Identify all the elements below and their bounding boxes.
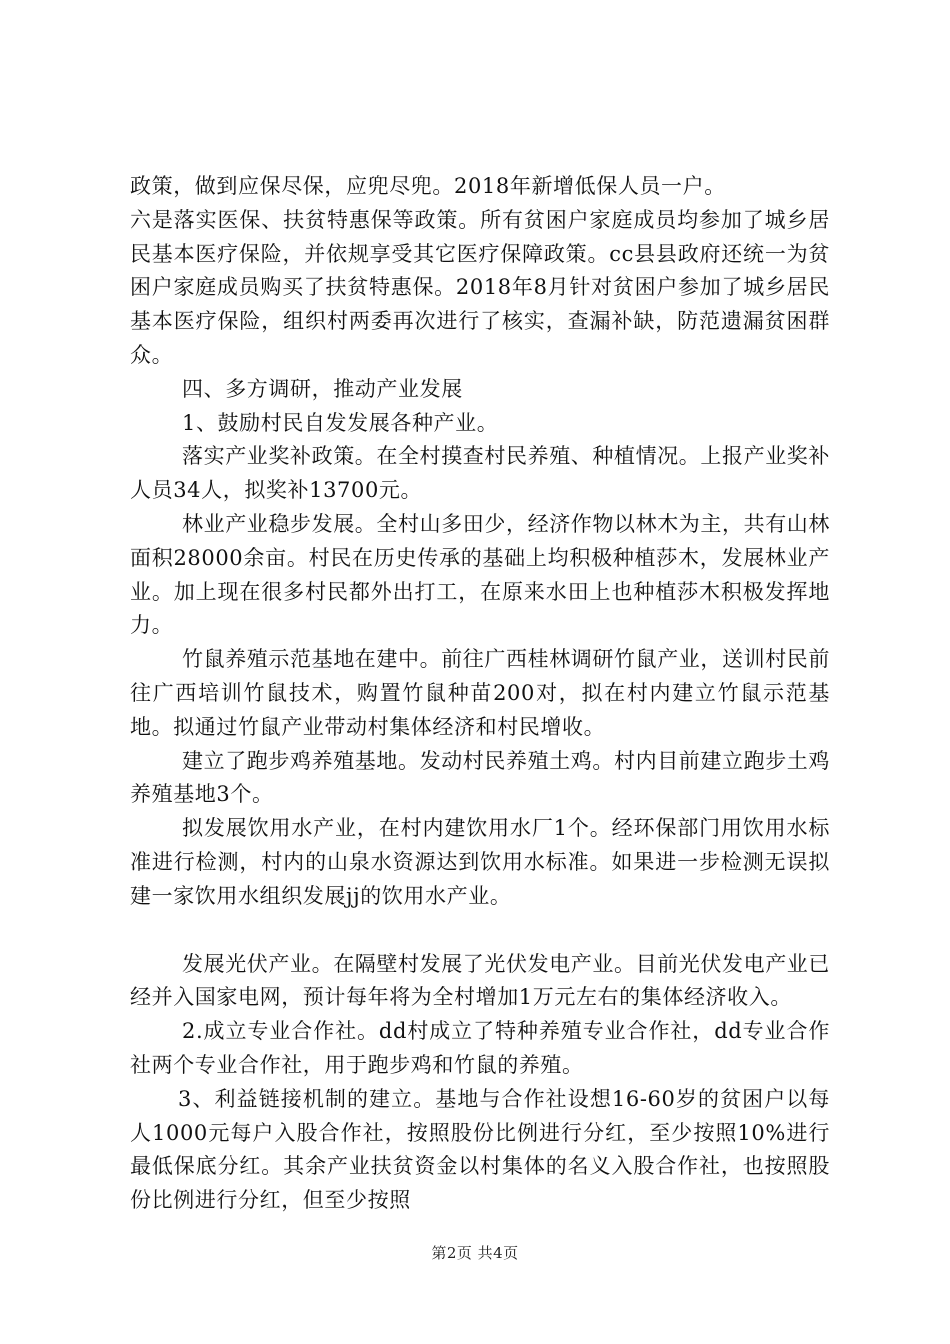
paragraph-1: 政策，做到应保尽保，应兜尽兜。2018年新增低保人员一户。 xyxy=(130,174,726,198)
subsection-heading-1: 1、鼓励村民自发发展各种产业。 xyxy=(182,410,499,435)
paragraph-subsidy: 落实产业奖补政策。在全村摸查村民养殖、种植情况。上报产业奖补人员34人，拟奖补13700元。 xyxy=(130,444,830,503)
section-heading: 四、多方调研，推动产业发展 xyxy=(182,376,463,401)
blank-line xyxy=(130,914,830,948)
paragraph-chicken: 建立了跑步鸡养殖基地。发动村民养殖土鸡。村内目前建立跑步土鸡养殖基地3个。 xyxy=(130,748,830,807)
paragraph-benefit-link: 3、利益链接机制的建立。基地与合作社设想16-60岁的贫困户以每人1000元每户入股合作社，按照股份比例进行分红，至少按照10%进行最低保底分红。其余产业扶贫资金以村集体的名义入股合作社，也按照股份比例进行分红，但至少按照 xyxy=(130,1086,830,1213)
paragraph-forestry: 林业产业稳步发展。全村山多田少，经济作物以林木为主，共有山林面积28000余亩。村民在历史传承的基础上均积极种植莎木，发展林业产业。加上现在很多村民都外出打工，在原来水田上也种植莎木积极发挥地力。 xyxy=(130,511,830,638)
paragraph-solar: 发展光伏产业。在隔壁村发展了光伏发电产业。目前光伏发电产业已经并入国家电网，预计每年将为全村增加1万元左右的集体经济收入。 xyxy=(130,951,830,1010)
paragraph-2: 六是落实医保、扶贫特惠保等政策。所有贫困户家庭成员均参加了城乡居民基本医疗保险，并依规享受其它医疗保障政策。cc县县政府还统一为贫困户家庭成员购买了扶贫特惠保。2018年8月针对贫困户参加了城乡居民基本医疗保险，组织村两委再次进行了核实，查漏补缺，防范遗漏贫困群众。 xyxy=(130,207,830,367)
document-body xyxy=(130,170,830,1218)
paragraph-water: 拟发展饮用水产业，在村内建饮用水厂1个。经环保部门用饮用水标准进行检测，村内的山泉水资源达到饮用水标准。如果进一步检测无误拟建一家饮用水组织发展jj的饮用水产业。 xyxy=(130,816,830,908)
paragraph-bamboo-rat: 竹鼠养殖示范基地在建中。前往广西桂林调研竹鼠产业，送训村民前往广西培训竹鼠技术，购置竹鼠种苗200对，拟在村内建立竹鼠示范基地。拟通过竹鼠产业带动村集体经济和村民增收。 xyxy=(130,647,830,739)
paragraph-cooperative: 2.成立专业合作社。dd村成立了特种养殖专业合作社，dd专业合作社两个专业合作社，用于跑步鸡和竹鼠的养殖。 xyxy=(130,1019,830,1077)
page-footer: 第2页 共4页 xyxy=(431,1244,519,1262)
